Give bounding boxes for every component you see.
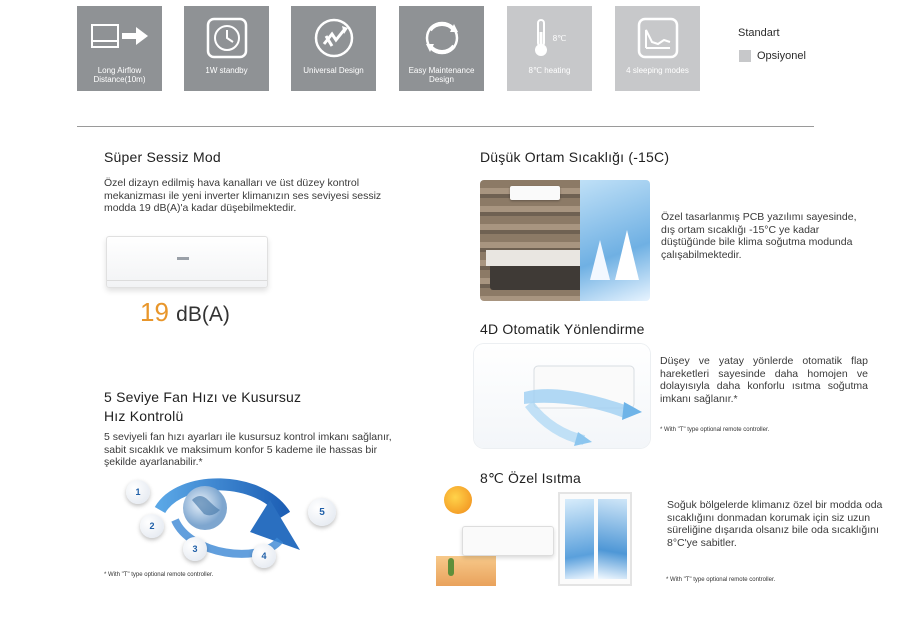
section-title-fan-speed-line2: Hız Kontrolü [104,408,184,424]
universal-design-icon [312,16,356,60]
feature-tile-standby [184,6,269,91]
section-title-4d: 4D Otomatik Yönlendirme [480,321,645,337]
noise-level [140,297,230,328]
clock-icon [205,16,249,60]
sun-icon [444,486,472,514]
feature-label: 1W standby [205,66,248,75]
feature-label: Universal Design [303,66,364,75]
feature-label: 4 sleeping modes [626,66,689,75]
section-title-super-silent: Süper Sessiz Mod [104,149,221,165]
section-text-super-silent: Özel dizayn edilmiş hava kanalları ve üst düzey kontrol mekanizması ile yeni inverter klimanızın ses seviyesi sessiz modda 19 dB(A)'a kadar düşebilmektedir. [104,177,382,214]
feature-label: Long Airflow Distance(10m) [93,66,146,84]
bedroom-winter-image [480,180,650,301]
fan-level-4: 4 [252,544,276,568]
divider [77,126,814,127]
feature-tile-easy-maintenance [399,6,484,91]
feature-label: Easy Maintenance Design [408,66,475,84]
footnote-fan-speed: * With "T" type optional remote controller. [104,572,214,578]
heating-scene-image [436,484,656,588]
feature-tile-universal-design [291,6,376,91]
section-text-8c-heating: Soğuk bölgelerde klimanız özel bir modda oda sıcaklığını donmadan korumak için siz uzun süreliğine dışarıda olsanız bile oda sıcaklığını 8°C'ye sabitler. [667,499,883,549]
section-text-4d: Düşey ve yatay yönlerde otomatik flap hareketleri sayesinde daha homojen ve dolayısıyla daha konforlu ısıtma soğutma imkanı sağlanır.* [660,355,868,405]
section-title-low-temp: Düşük Ortam Sıcaklığı (-15C) [480,149,670,165]
easy-maintenance-icon [420,16,464,60]
footnote-4d: * With "T" type optional remote controller. [660,427,770,433]
airflow-arrow-icon [474,344,650,448]
section-text-fan-speed: 5 seviyeli fan hızı ayarları ile kusursuz kontrol imkanı sağlanır, sabit sıcaklık ve maksimum konfor 5 kademe ile hassas bir şekilde ayarlanabilir.* [104,431,392,468]
4d-airflow-image [474,344,650,448]
sleep-curve-icon [636,16,680,60]
long-airflow-icon [88,16,152,60]
fan-level-3: 3 [183,537,207,561]
noise-unit: dB(A) [176,303,230,326]
feature-tile-sleeping-modes [615,6,700,91]
thermometer-value: 8℃ [552,33,567,43]
section-text-low-temp: Özel tasarlanmış PCB yazılımı sayesinde, dış ortam sıcaklığı -15°C ye kadar düştüğünde bile klima soğutma modunda çalışabilmektedir. [661,211,857,261]
noise-value: 19 [140,297,169,327]
fan-level-5: 5 [308,498,336,526]
thermometer-icon [533,16,566,60]
section-title-fan-speed: 5 Seviye Fan Hızı ve Kusursuz [104,389,302,405]
legend-optional-swatch [739,50,751,62]
feature-label: 8℃ heating [528,66,571,75]
feature-tile-long-airflow [77,6,162,91]
fan-level-1: 1 [126,480,150,504]
footnote-8c-heating: * With "T" type optional remote controller. [666,577,776,583]
legend-optional [739,50,806,62]
legend-optional-label: Opsiyonel [757,50,806,62]
feature-tile-8c-heating [507,6,592,91]
ac-unit-image [106,236,268,288]
legend-standard: Standart [738,27,780,39]
section-title-8c-heating: 8℃ Özel Isıtma [480,470,581,486]
fan-level-2: 2 [140,514,164,538]
